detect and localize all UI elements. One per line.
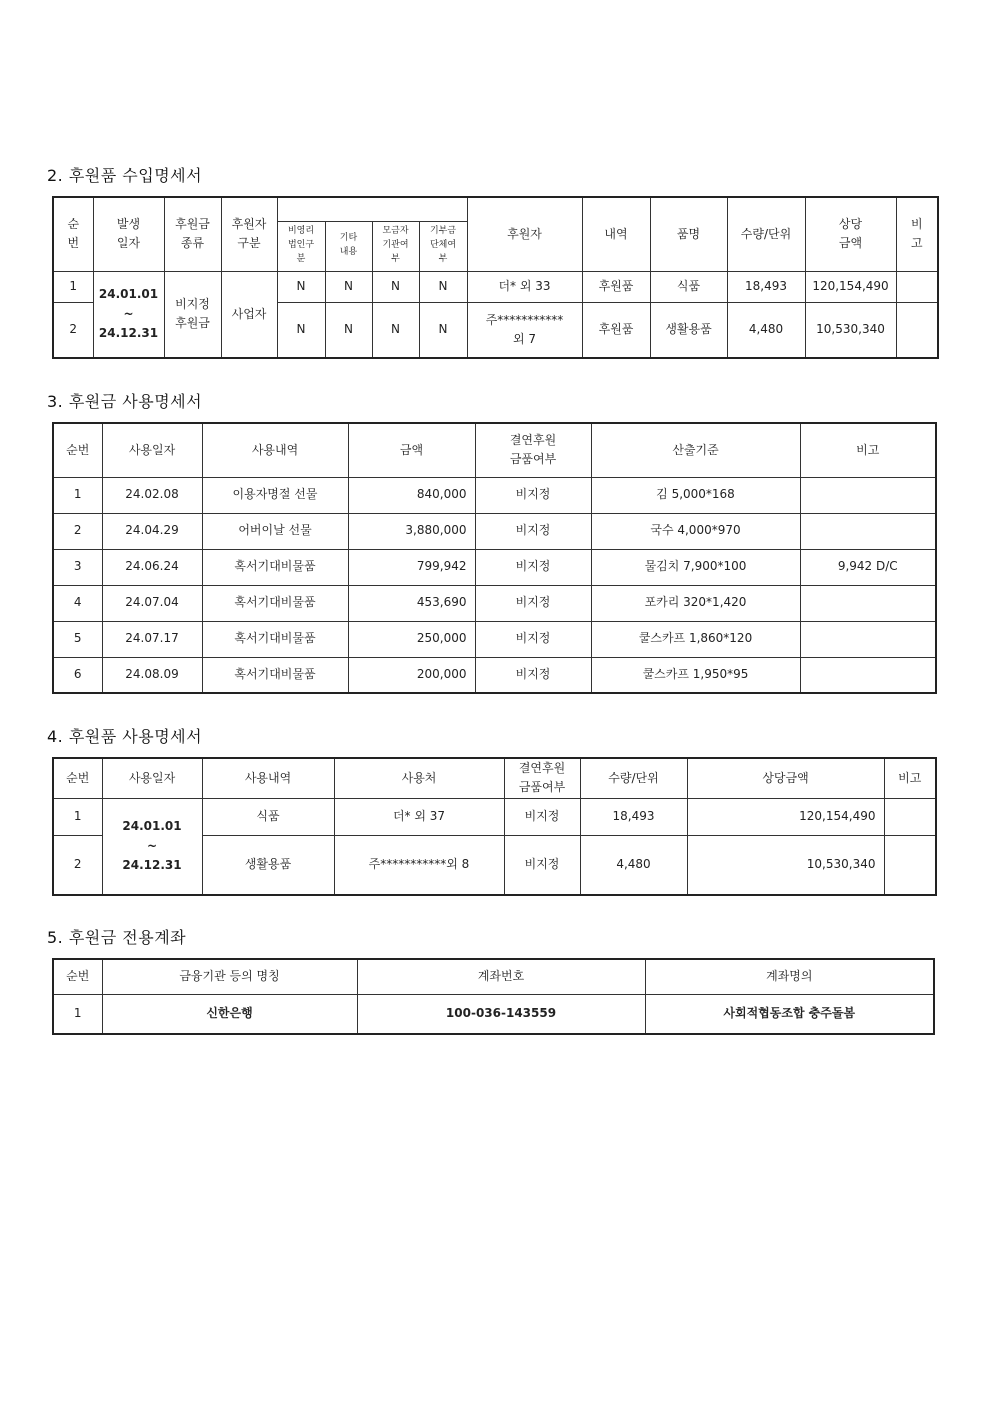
cell-no: 1 xyxy=(53,798,102,835)
cell-designated: 비지정 xyxy=(475,585,591,621)
cell-donor-type: 사업자 xyxy=(221,271,277,358)
cell-qty: 4,480 xyxy=(727,302,805,358)
header-qty: 수량/단위 xyxy=(727,197,805,271)
cell-basis: 국수 4,000*970 xyxy=(591,513,800,549)
cell-date: 24.07.17 xyxy=(102,621,202,657)
cell-qty: 18,493 xyxy=(580,798,687,835)
cell-designated: 비지정 xyxy=(475,657,591,693)
cell-usage: 혹서기대비물품 xyxy=(202,621,348,657)
cell-item: 식품 xyxy=(650,271,727,302)
header-no: 순번 xyxy=(53,423,102,477)
header-nonprofit: 비영리 법인구 분 xyxy=(277,221,325,271)
header-note: 비 고 xyxy=(896,197,938,271)
header-date: 사용일자 xyxy=(102,423,202,477)
cell-note xyxy=(800,513,936,549)
cell-no: 2 xyxy=(53,302,93,358)
header-note: 비고 xyxy=(800,423,936,477)
cell-flag: N xyxy=(419,271,467,302)
dedicated-account-table xyxy=(52,958,935,1035)
cell-amount: 120,154,490 xyxy=(687,798,884,835)
header-group-blank xyxy=(277,197,467,221)
cell-no: 4 xyxy=(53,585,102,621)
cell-period: 24.01.01 ~ 24.12.31 xyxy=(93,271,164,358)
cell-kind: 비지정 후원금 xyxy=(164,271,221,358)
cell-basis: 쿨스카프 1,950*95 xyxy=(591,657,800,693)
cell-no: 2 xyxy=(53,513,102,549)
cell-basis: 김 5,000*168 xyxy=(591,477,800,513)
header-note: 비고 xyxy=(884,758,936,798)
header-no: 순 번 xyxy=(53,197,93,271)
cell-no: 5 xyxy=(53,621,102,657)
section-4-title: 4. 후원품 사용명세서 xyxy=(47,727,203,746)
donation-goods-usage-table xyxy=(52,757,937,896)
cell-no: 1 xyxy=(53,271,93,302)
donation-money-usage-table xyxy=(52,422,937,694)
header-donor-type: 후원자 구분 xyxy=(221,197,277,271)
cell-note xyxy=(800,477,936,513)
cell-amount: 799,942 xyxy=(348,549,475,585)
header-bank: 금융기관 등의 명칭 xyxy=(102,959,357,994)
cell-flag: N xyxy=(277,302,325,358)
cell-donor: 더* 외 33 xyxy=(467,271,582,302)
cell-date: 24.04.29 xyxy=(102,513,202,549)
cell-amount: 3,880,000 xyxy=(348,513,475,549)
header-item: 품명 xyxy=(650,197,727,271)
cell-date: 24.02.08 xyxy=(102,477,202,513)
cell-place: 더* 외 37 xyxy=(334,798,504,835)
header-designated: 결연후원 금품여부 xyxy=(504,758,580,798)
cell-usage: 생활용품 xyxy=(202,835,334,895)
cell-basis: 포카리 320*1,420 xyxy=(591,585,800,621)
cell-amount: 120,154,490 xyxy=(805,271,896,302)
header-qty: 수량/단위 xyxy=(580,758,687,798)
header-place: 사용처 xyxy=(334,758,504,798)
header-amount: 상당금액 xyxy=(687,758,884,798)
cell-no: 1 xyxy=(53,477,102,513)
cell-holder: 사회적협동조합 충주돌봄 xyxy=(645,994,934,1034)
header-donor: 후원자 xyxy=(467,197,582,271)
cell-amount: 10,530,340 xyxy=(687,835,884,895)
header-no: 순번 xyxy=(53,959,102,994)
cell-designated: 비지정 xyxy=(475,513,591,549)
header-amount: 상당 금액 xyxy=(805,197,896,271)
header-usage: 사용내역 xyxy=(202,758,334,798)
cell-flag: N xyxy=(325,271,372,302)
cell-content: 후원품 xyxy=(582,302,650,358)
cell-designated: 비지정 xyxy=(475,477,591,513)
cell-no: 1 xyxy=(53,994,102,1034)
header-date: 사용일자 xyxy=(102,758,202,798)
header-no: 순번 xyxy=(53,758,102,798)
cell-date: 24.06.24 xyxy=(102,549,202,585)
header-kind: 후원금 종류 xyxy=(164,197,221,271)
cell-amount: 453,690 xyxy=(348,585,475,621)
cell-flag: N xyxy=(372,302,419,358)
header-holder: 계좌명의 xyxy=(645,959,934,994)
header-account: 계좌번호 xyxy=(357,959,645,994)
section-5-title: 5. 후원금 전용계좌 xyxy=(47,928,187,947)
cell-donor: 주*********** 외 7 xyxy=(467,302,582,358)
header-content: 내역 xyxy=(582,197,650,271)
cell-note: 9,942 D/C xyxy=(800,549,936,585)
cell-designated: 비지정 xyxy=(504,798,580,835)
cell-flag: N xyxy=(277,271,325,302)
header-other: 기타 내용 xyxy=(325,221,372,271)
cell-basis: 물김치 7,900*100 xyxy=(591,549,800,585)
cell-qty: 18,493 xyxy=(727,271,805,302)
section-3-title: 3. 후원금 사용명세서 xyxy=(47,392,203,411)
cell-note xyxy=(884,835,936,895)
cell-note xyxy=(800,657,936,693)
cell-flag: N xyxy=(419,302,467,358)
cell-designated: 비지정 xyxy=(504,835,580,895)
cell-usage: 이용자명절 선물 xyxy=(202,477,348,513)
cell-usage: 혹서기대비물품 xyxy=(202,585,348,621)
cell-usage: 식품 xyxy=(202,798,334,835)
cell-no: 3 xyxy=(53,549,102,585)
header-designated: 결연후원 금품여부 xyxy=(475,423,591,477)
cell-note xyxy=(896,271,938,302)
cell-designated: 비지정 xyxy=(475,549,591,585)
header-basis: 산출기준 xyxy=(591,423,800,477)
cell-no: 6 xyxy=(53,657,102,693)
cell-no: 2 xyxy=(53,835,102,895)
cell-place: 주***********외 8 xyxy=(334,835,504,895)
cell-date: 24.08.09 xyxy=(102,657,202,693)
header-fundraiser: 모금자 기관여 부 xyxy=(372,221,419,271)
header-date: 발생 일자 xyxy=(93,197,164,271)
header-donation-org: 기부금 단체여 부 xyxy=(419,221,467,271)
cell-flag: N xyxy=(325,302,372,358)
header-amount: 금액 xyxy=(348,423,475,477)
cell-item: 생활용품 xyxy=(650,302,727,358)
cell-bank: 신한은행 xyxy=(102,994,357,1034)
cell-period: 24.01.01 ~ 24.12.31 xyxy=(102,798,202,895)
cell-designated: 비지정 xyxy=(475,621,591,657)
cell-amount: 840,000 xyxy=(348,477,475,513)
cell-flag: N xyxy=(372,271,419,302)
cell-usage: 혹서기대비물품 xyxy=(202,549,348,585)
cell-qty: 4,480 xyxy=(580,835,687,895)
cell-usage: 어버이날 선물 xyxy=(202,513,348,549)
cell-amount: 200,000 xyxy=(348,657,475,693)
cell-basis: 쿨스카프 1,860*120 xyxy=(591,621,800,657)
cell-note xyxy=(884,798,936,835)
cell-note xyxy=(800,585,936,621)
cell-usage: 혹서기대비물품 xyxy=(202,657,348,693)
cell-account: 100-036-143559 xyxy=(357,994,645,1034)
cell-amount: 10,530,340 xyxy=(805,302,896,358)
cell-content: 후원품 xyxy=(582,271,650,302)
cell-note xyxy=(800,621,936,657)
cell-date: 24.07.04 xyxy=(102,585,202,621)
cell-amount: 250,000 xyxy=(348,621,475,657)
section-2-title: 2. 후원품 수입명세서 xyxy=(47,166,203,185)
cell-note xyxy=(896,302,938,358)
header-usage: 사용내역 xyxy=(202,423,348,477)
donation-goods-income-table xyxy=(52,196,939,359)
